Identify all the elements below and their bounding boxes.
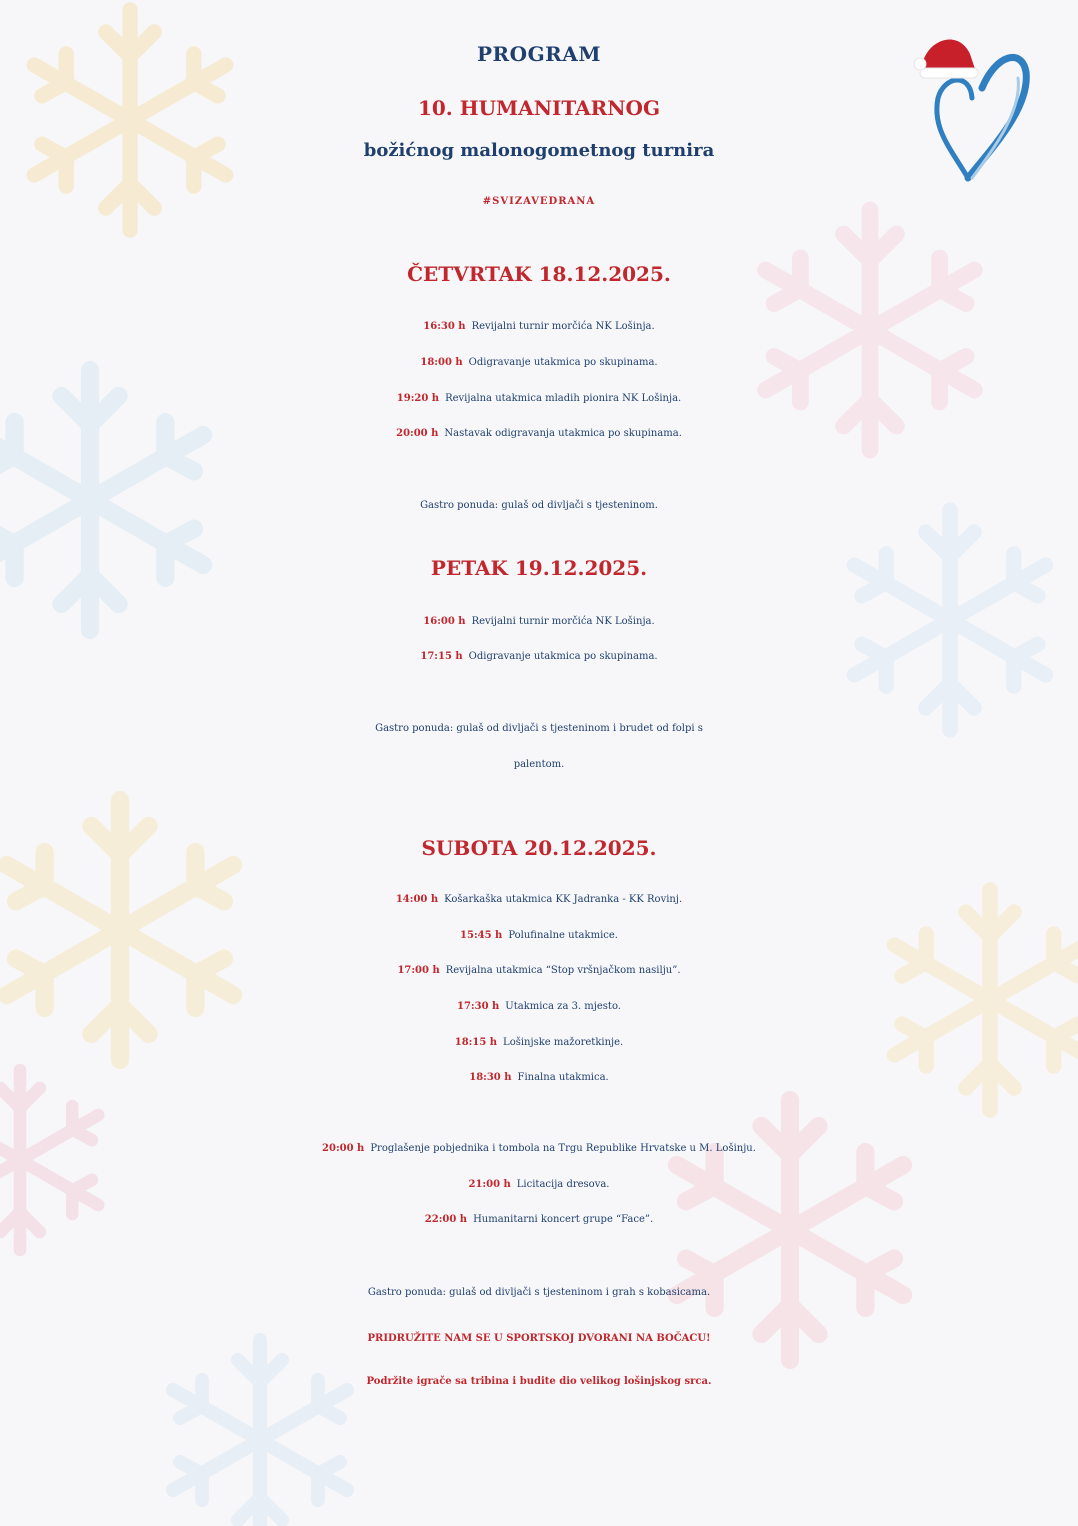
schedule-row: 17:00 h Revijalna utakmica “Stop vršnjačkom nasilju”. (397, 965, 681, 976)
gastro-offer-thursday: Gastro ponuda: gulaš od divljači s tjesteninom. (420, 500, 658, 511)
schedule-row: 20:00 h Proglašenje pobjednika i tombola na Trgu Republike Hrvatske u M. Lošinju. (322, 1143, 756, 1154)
schedule-row: 19:20 h Revijalna utakmica mladih pionira NK Lošinja. (396, 393, 682, 404)
day-title-thursday: ČETVRTAK 18.12.2025. (407, 262, 671, 286)
edition-heading: 10. HUMANITARNOG (417, 96, 661, 120)
hashtag: #SVIZAVEDRANA (482, 196, 596, 207)
support-call-to-action: Podržite igrače sa tribina i budite dio velikog lošinjskog srca. (366, 1376, 712, 1387)
day-title-saturday: SUBOTA 20.12.2025. (421, 836, 657, 860)
tournament-subtitle: božićnog malonogometnog turnira (363, 140, 715, 161)
schedule-row: 16:00 h Revijalni turnir morčića NK Lošinja. (423, 616, 655, 627)
schedule-row: 17:15 h Odigravanje utakmica po skupinama. (420, 651, 658, 662)
gastro-offer-friday: Gastro ponuda: gulaš od divljači s tjesteninom i brudet od folpi s (375, 723, 703, 734)
schedule-row: 21:00 h Licitacija dresova. (468, 1179, 610, 1190)
schedule-row: 18:00 h Odigravanje utakmica po skupinama. (420, 357, 658, 368)
schedule-row: 18:30 h Finalna utakmica. (469, 1072, 609, 1083)
program-heading: PROGRAM (477, 42, 601, 66)
venue-call-to-action: PRIDRUŽITE NAM SE U SPORTSKOJ DVORANI NA BOČACU! (367, 1333, 711, 1344)
schedule-row: 20:00 h Nastavak odigravanja utakmica po skupinama. (396, 428, 682, 439)
schedule-row: 16:30 h Revijalni turnir morčića NK Lošinja. (423, 321, 655, 332)
gastro-offer-saturday: Gastro ponuda: gulaš od divljači s tjesteninom i grah s kobasicama. (367, 1287, 711, 1298)
schedule-row: 18:15 h Lošinjske mažoretkinje. (454, 1037, 624, 1048)
heart-santa-hat-logo (910, 28, 1040, 188)
schedule-row: 22:00 h Humanitarni koncert grupe “Face”. (424, 1214, 654, 1225)
schedule-row: 17:30 h Utakmica za 3. mjesto. (457, 1001, 621, 1012)
schedule-row: 15:45 h Polufinalne utakmice. (460, 930, 618, 941)
day-title-friday: PETAK 19.12.2025. (430, 556, 648, 580)
schedule-row: 14:00 h Košarkaška utakmica KK Jadranka - KK Rovinj. (395, 894, 683, 905)
gastro-offer-friday-cont: palentom. (513, 759, 565, 770)
